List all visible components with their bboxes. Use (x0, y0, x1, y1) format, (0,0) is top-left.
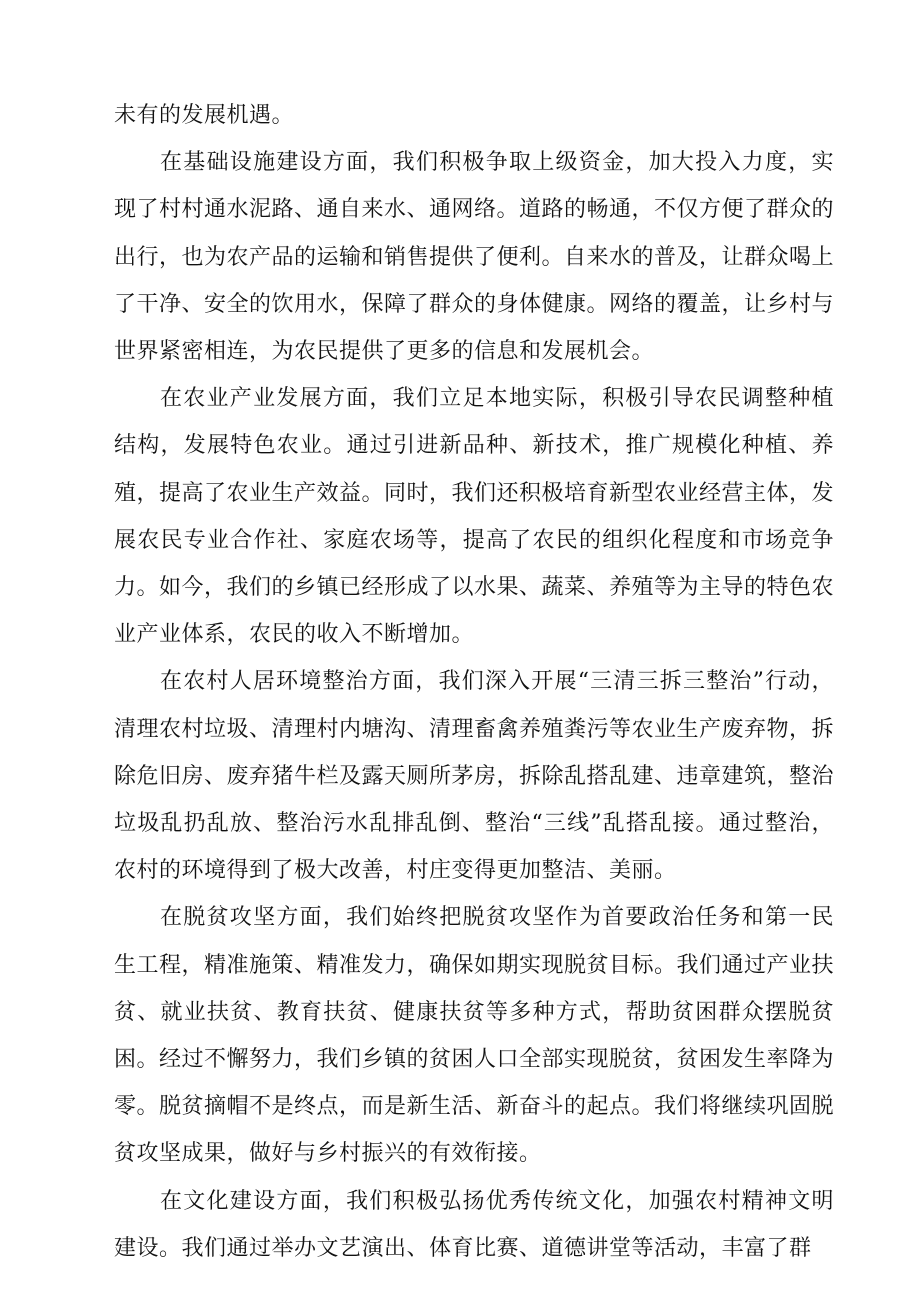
paragraph-culture: 在文化建设方面，我们积极弘扬优秀传统文化，加强农村精神文明建设。我们通过举办文艺演出、体育比赛、道德讲堂等活动，丰富了群 (114, 1188, 834, 1261)
paragraph-continuation: 未有的发展机遇。 (114, 103, 295, 128)
paragraph-environment: 在农村人居环境整治方面，我们深入开展“三清三拆三整治”行动，清理农村垃圾、清理村内塘沟、清理畜禽养殖粪污等农业生产废弃物，拆除危旧房、废弃猪牛栏及露天厕所茅房，拆除乱搭乱建、违章建筑，整治垃圾乱扔乱放、整治污水乱排乱倒、整治“三线”乱搭乱接。通过整治，农村的环境得到了极大改善，村庄变得更加整洁、美丽。 (114, 669, 835, 884)
paragraph-agriculture: 在农业产业发展方面，我们立足本地实际，积极引导农民调整种植结构，发展特色农业。通过引进新品种、新技术，推广规模化种植、养殖，提高了农业生产效益。同时，我们还积极培育新型农业经营主体，发展农民专业合作社、家庭农场等，提高了农民的组织化程度和市场竞争力。如今，我们的乡镇已经形成了以水果、蔬菜、养殖等为主导的特色农业产业体系，农民的收入不断增加。 (114, 386, 835, 648)
document-page (114, 92, 834, 1272)
paragraph-infrastructure: 在基础设施建设方面，我们积极争取上级资金，加大投入力度，实现了村村通水泥路、通自来水、通网络。道路的畅通，不仅方便了群众的出行，也为农产品的运输和销售提供了便利。自来水的普及，让群众喝上了干净、安全的饮用水，保障了群众的身体健康。网络的覆盖，让乡村与世界紧密相连，为农民提供了更多的信息和发展机会。 (114, 150, 835, 365)
paragraph-poverty-alleviation: 在脱贫攻坚方面，我们始终把脱贫攻坚作为首要政治任务和第一民生工程，精准施策、精准发力，确保如期实现脱贫目标。我们通过产业扶贫、就业扶贫、教育扶贫、健康扶贫等多种方式，帮助贫困群众摆脱贫困。经过不懈努力，我们乡镇的贫困人口全部实现脱贫，贫困发生率降为零。脱贫摘帽不是终点，而是新生活、新奋斗的起点。我们将继续巩固脱贫攻坚成果，做好与乡村振兴的有效衔接。 (114, 905, 835, 1167)
